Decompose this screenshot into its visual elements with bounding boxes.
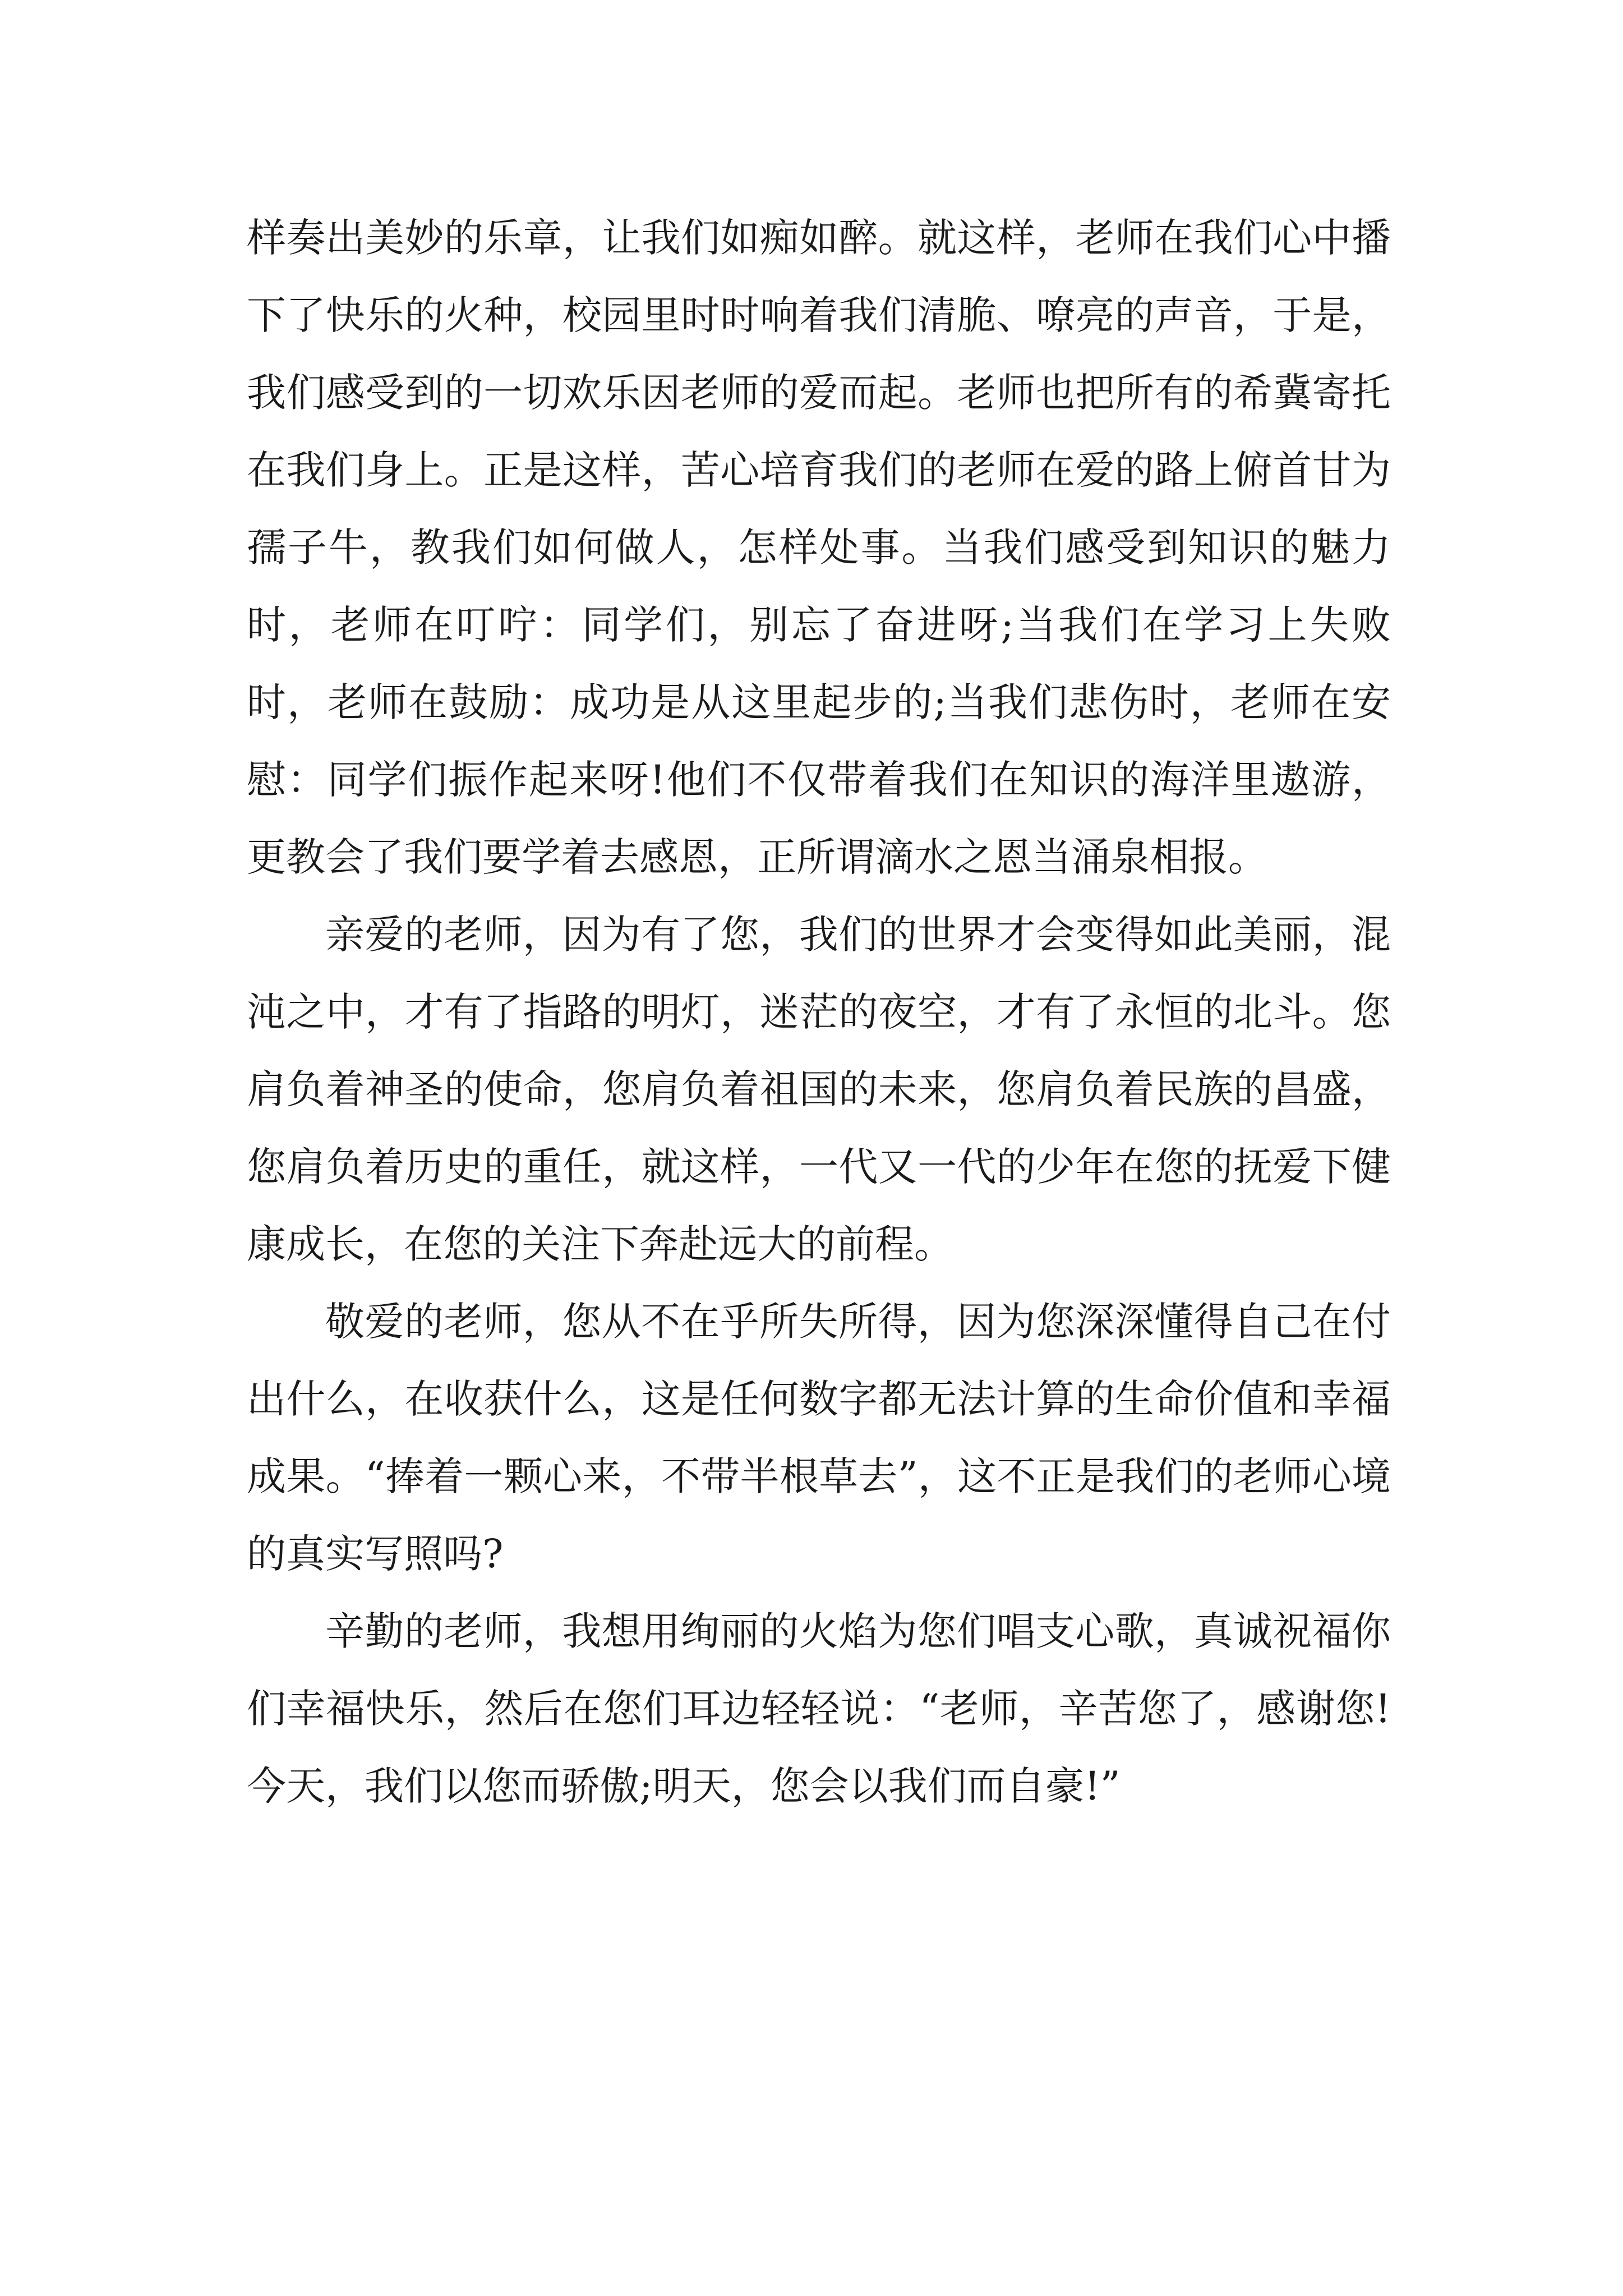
paragraph-diligent-teacher: 辛勤的老师，我想用绚丽的火焰为您们唱支心歌，真诚祝福你们幸福快乐，然后在您们耳边轻轻说：“老师，辛苦您了，感谢您!今天，我们以您而骄傲;明天，您会以我们而自豪!” bbox=[247, 1608, 1391, 1809]
paragraph-continuation: 样奏出美妙的乐章，让我们如痴如醉。就这样，老师在我们心中播下了快乐的火种，校园里时时响着我们清脆、嘹亮的声音，于是，我们感受到的一切欢乐因老师的爱而起。老师也把所有的希冀寄托在我们身上。正是这样，苦心培育我们的老师在爱的路上俯首甘为孺子牛，教我们如何做人，怎样处事。当我们感受到知识的魅力时，老师在叮咛：同学们，别忘了奋进呀;当我们在学习上失败时，老师在鼓励：成功是从这里起步的;当我们悲伤时，老师在安慰：同学们振作起来呀!他们不仅带着我们在知识的海洋里遨游，更教会了我们要学着去感恩，正所谓滴水之恩当涌泉相报。 bbox=[247, 215, 1391, 880]
paragraph-respected-teacher: 敬爱的老师，您从不在乎所失所得，因为您深深懂得自己在付出什么，在收获什么，这是任何数字都无法计算的生命价值和幸福成果。“捧着一颗心来，不带半根草去”，这不正是我们的老师心境的真实写照吗? bbox=[247, 1299, 1391, 1577]
paragraph-beloved-teacher: 亲爱的老师，因为有了您，我们的世界才会变得如此美丽，混沌之中，才有了指路的明灯，迷茫的夜空，才有了永恒的北斗。您肩负着神圣的使命，您肩负着祖国的未来，您肩负着民族的昌盛，您肩负着历史的重任，就这样，一代又一代的少年在您的抚爱下健康成长，在您的关注下奔赴远大的前程。 bbox=[247, 912, 1391, 1267]
document-body bbox=[247, 199, 1391, 1825]
